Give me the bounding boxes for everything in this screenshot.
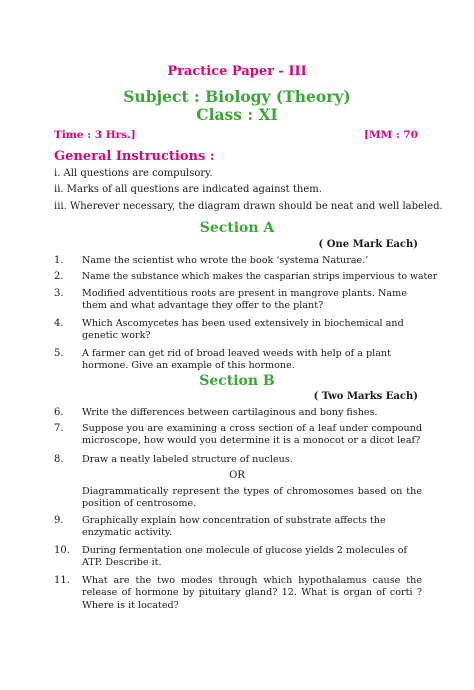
instruction-item: ii. Marks of all questions are indicated against them.: [54, 184, 322, 195]
instruction-item: i. All questions are compulsory.: [54, 168, 213, 179]
question-text: Suppose you are examining a cross section of a leaf under compound microscope, how would you determine it is a monocot or a dicot leaf?: [82, 423, 422, 447]
question-number: 11.: [54, 575, 70, 586]
question-number: 10.: [54, 545, 70, 556]
class-heading: Class : XI: [196, 105, 278, 124]
section-b-marks: ( Two Marks Each): [313, 391, 418, 402]
question-text: Name the scientist who wrote the book ‘systema Naturae.’: [82, 255, 369, 266]
question-text: Draw a neatly labeled structure of nucleus.: [82, 454, 293, 465]
question-number: 3.: [54, 288, 64, 299]
question-number: 5.: [54, 348, 64, 359]
question-number: 4.: [54, 318, 64, 329]
question-number: 6.: [54, 407, 64, 418]
question-number: 2.: [54, 271, 64, 282]
question-text: Diagrammatically represent the types of chromosomes based on the position of centrosome.: [82, 486, 422, 510]
section-b-title: Section B: [199, 373, 275, 389]
question-text: During fermentation one molecule of glucose yields 2 molecules of ATP. Describe it.: [82, 545, 408, 569]
section-a-marks: ( One Mark Each): [318, 239, 418, 250]
time-allowed: Time : 3 Hrs.]: [54, 129, 136, 141]
or-separator: OR: [229, 470, 245, 481]
subject-heading: Subject : Biology (Theory): [123, 87, 351, 106]
instructions-heading: General Instructions :: [54, 149, 215, 164]
paper-title: Practice Paper - III: [167, 64, 307, 79]
question-text: Which Ascomycetes has been used extensively in biochemical and genetic work?: [82, 318, 404, 342]
section-a-title: Section A: [199, 220, 275, 236]
question-text: Graphically explain how concentration of substrate affects the enzymatic activity.: [82, 515, 386, 539]
instruction-item: iii. Wherever necessary, the diagram drawn should be neat and well labeled.: [54, 201, 443, 212]
question-number: 9.: [54, 515, 64, 526]
question-text: Write the differences between cartilaginous and bony fishes.: [82, 407, 378, 418]
question-text: What are the two modes through which hypothalamus cause the release of hormone by pituitary gland? 12. What is organ of corti ? Where is it located?: [82, 575, 422, 611]
question-text: A farmer can get rid of broad leaved weeds with help of a plant hormone. Give an example of this hormone.: [82, 348, 391, 372]
question-text: Modified adventitious roots are present in mangrove plants. Name them and what advantage they offer to the plant?: [82, 288, 407, 312]
question-text: Name the substance which makes the casparian strips impervious to water: [82, 271, 438, 282]
question-number: 7.: [54, 423, 64, 434]
max-marks: [MM : 70: [363, 129, 418, 141]
question-number: 1.: [54, 255, 64, 266]
question-number: 8.: [54, 454, 64, 465]
